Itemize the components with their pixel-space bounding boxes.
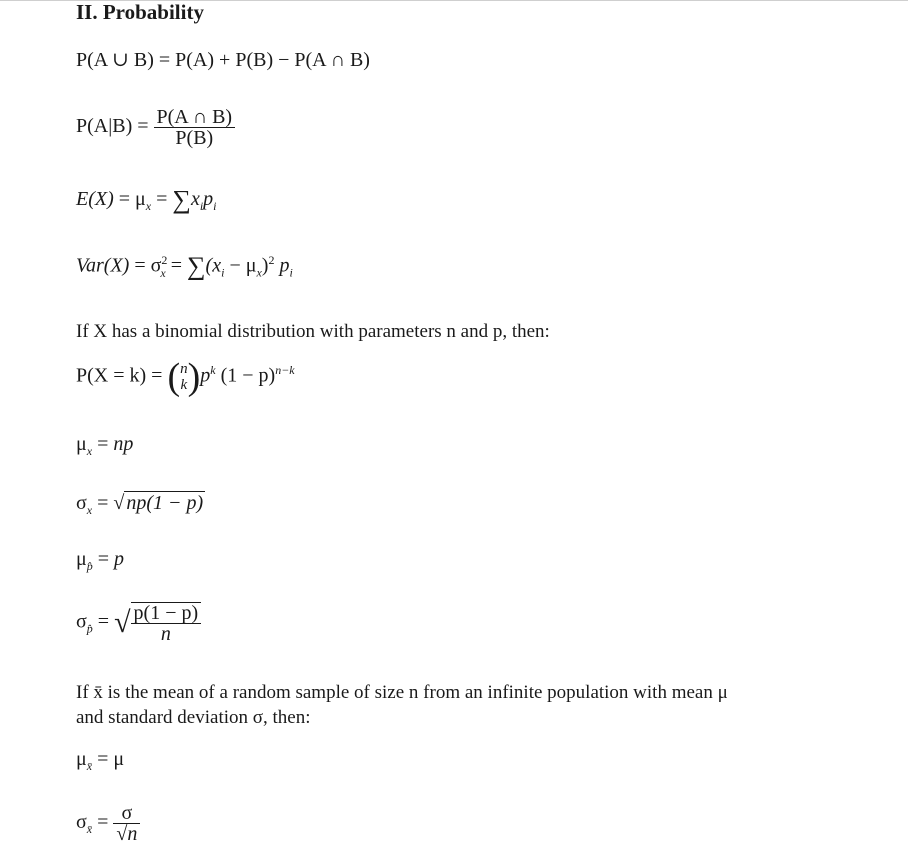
equals-sign: = bbox=[118, 188, 131, 210]
mu-symbol: μ bbox=[76, 433, 87, 455]
equals-sign: = bbox=[151, 364, 163, 387]
mean-intro-line-2: and standard deviation σ, then: bbox=[76, 707, 311, 728]
mu-subscript: p̂ bbox=[86, 559, 93, 573]
equals-sign: = bbox=[170, 254, 182, 277]
sqrt-fraction bbox=[131, 602, 202, 644]
union-lhs: P(A ∪ B) bbox=[76, 49, 154, 71]
conditional-fraction bbox=[154, 107, 236, 148]
variance-mu-sub: x bbox=[256, 265, 262, 280]
binomial-k-exp: k bbox=[210, 363, 216, 377]
union-rhs: P(A) + P(B) − P(A ∩ B) bbox=[175, 49, 370, 71]
binomial-coefficient bbox=[180, 361, 188, 393]
equals-sign: = bbox=[97, 433, 109, 455]
term-p: p bbox=[203, 188, 214, 210]
sigma-subscript: x̄ bbox=[86, 822, 93, 837]
sigma-superscript: 2 bbox=[161, 253, 168, 267]
mu-symbol: μ bbox=[76, 548, 87, 570]
radical-icon: √ bbox=[114, 606, 131, 639]
summation-icon: ∑ bbox=[172, 185, 191, 214]
formula-variance bbox=[76, 247, 293, 286]
fraction-numerator: σ bbox=[113, 803, 140, 824]
fraction-denominator: P(B) bbox=[175, 127, 214, 149]
equals-sign: = bbox=[97, 492, 109, 514]
section-heading: II. Probability bbox=[76, 0, 204, 24]
summation-icon: ∑ bbox=[187, 251, 206, 281]
binom-k: k bbox=[180, 377, 188, 394]
mu-symbol: μ bbox=[76, 748, 87, 770]
formula-sd-x bbox=[76, 490, 205, 523]
equals-sign: = bbox=[97, 748, 109, 770]
binomial-exp: n−k bbox=[275, 363, 295, 377]
binomial-one-minus-p: (1 − p) bbox=[220, 364, 276, 387]
binom-n: n bbox=[180, 361, 188, 378]
variance-open: (x bbox=[205, 254, 222, 277]
fraction-denominator: √n bbox=[116, 823, 138, 845]
formula-sd-phat bbox=[76, 602, 201, 644]
variance-close: ) bbox=[261, 254, 269, 277]
sigma-symbol: σ bbox=[76, 811, 87, 834]
variance-lhs: Var(X) bbox=[76, 254, 130, 277]
formula-sd-xbar bbox=[76, 803, 140, 844]
equals-sign: = bbox=[97, 610, 110, 633]
binomial-p: p bbox=[200, 364, 211, 387]
fraction-numerator: P(A ∩ B) bbox=[154, 107, 236, 128]
binomial-intro: If X has a binomial distribution with parameters n and p, then: bbox=[76, 321, 550, 342]
formula-mean-xbar bbox=[76, 746, 124, 779]
formula-union bbox=[76, 47, 370, 73]
variance-p-sub: i bbox=[289, 265, 293, 280]
term-x: x bbox=[190, 188, 200, 210]
expectation-lhs: E(X) bbox=[76, 188, 114, 210]
sigma-symbol: σ bbox=[150, 254, 162, 277]
formula-binomial bbox=[76, 356, 295, 399]
right-paren-icon: ) bbox=[187, 356, 201, 399]
mean-rhs: p bbox=[114, 548, 125, 570]
equals-sign: = bbox=[134, 254, 146, 277]
fraction-numerator: p(1 − p) bbox=[131, 603, 202, 624]
sd-fraction bbox=[113, 803, 140, 844]
mu-subscript: x bbox=[145, 199, 152, 213]
equals-sign: = bbox=[137, 115, 149, 138]
sigma-symbol: σ bbox=[76, 492, 87, 514]
p-subscript: i bbox=[213, 199, 217, 213]
variance-square: 2 bbox=[268, 253, 275, 267]
radical-icon: √ bbox=[113, 492, 125, 514]
term-subscript: i bbox=[199, 199, 204, 213]
sigma-subscript: x bbox=[86, 503, 93, 517]
sigma-subscript: x bbox=[160, 265, 166, 280]
mean-intro-line-1: If x̄ is the mean of a random sample of size n from an infinite population with mean μ bbox=[76, 682, 728, 703]
formula-conditional bbox=[76, 107, 235, 148]
formula-mean-phat bbox=[76, 546, 124, 579]
mu-subscript: x̄ bbox=[86, 759, 93, 773]
equals-sign: = bbox=[158, 49, 171, 71]
sigma-symbol: σ bbox=[76, 610, 87, 633]
sigma-subscript: p̂ bbox=[86, 621, 93, 636]
equals-sign: = bbox=[156, 188, 168, 210]
sqrt-argument: np(1 − p) bbox=[126, 492, 204, 514]
mu-subscript: x bbox=[86, 444, 93, 458]
mean-rhs: np bbox=[113, 433, 134, 455]
conditional-lhs: P(A|B) bbox=[76, 115, 133, 138]
mean-rhs: μ bbox=[113, 748, 125, 770]
variance-minus-mu: − μ bbox=[224, 254, 257, 277]
left-paren-icon: ( bbox=[167, 356, 181, 399]
fraction-denominator: n bbox=[160, 623, 171, 645]
binomial-lhs: P(X = k) bbox=[76, 364, 147, 387]
mu-symbol: μ bbox=[135, 188, 146, 210]
formula-mean-x bbox=[76, 431, 133, 464]
variance-p: p bbox=[274, 254, 290, 277]
equals-sign: = bbox=[97, 811, 109, 834]
formula-expectation bbox=[76, 186, 217, 219]
variance-sub-i: i bbox=[221, 265, 225, 280]
equals-sign: = bbox=[97, 548, 110, 570]
